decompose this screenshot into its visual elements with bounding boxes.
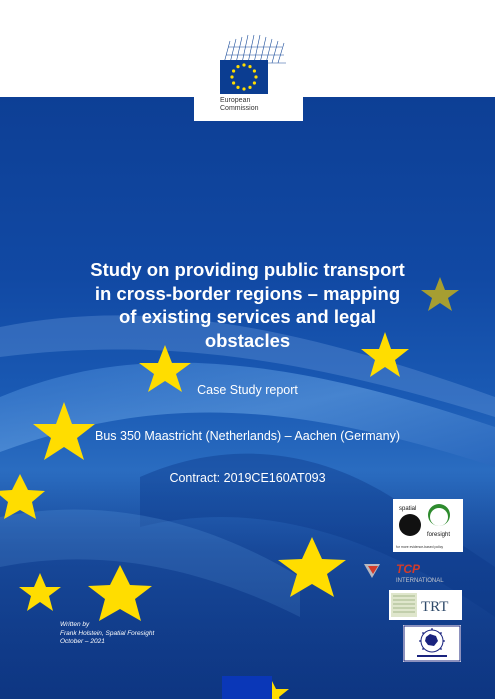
bottom-blue-tab <box>222 676 272 699</box>
sf-word-foresight: foresight <box>427 532 451 538</box>
trt-logo <box>389 590 462 620</box>
title-line-4: obstacles <box>204 329 291 351</box>
contract-number: Contract: 2019CE160AT093 <box>169 471 326 485</box>
publication-date: October – 2021 <box>60 638 105 645</box>
sf-word-spatial: spatial <box>399 506 417 512</box>
europe-map-emblem-icon <box>403 625 461 662</box>
european-commission-logo <box>194 33 303 121</box>
logo-line-1: European <box>220 97 251 104</box>
spatial-foresight-logo <box>393 499 463 552</box>
european-commission-wordmark <box>220 97 259 113</box>
trt-name: TRT <box>421 599 449 615</box>
logo-line-2: Commission <box>220 105 259 112</box>
case-route: Bus 350 Maastricht (Netherlands) – Aachen (Germany) <box>95 429 400 443</box>
title-line-3: of existing services and legal <box>118 306 377 327</box>
spatial-foresight-icon <box>393 499 463 552</box>
tcp-sub: INTERNATIONAL <box>396 578 444 584</box>
author-name: Frank Holstein, Spatial Foresight <box>60 629 155 637</box>
written-by-label: Written by <box>60 621 90 628</box>
title-line-2: in cross-border regions – mapping <box>94 282 401 304</box>
tcp-international-logo <box>362 560 464 586</box>
tcp-name: TCP <box>396 562 420 576</box>
eu-flag-icon <box>220 60 268 94</box>
partner-emblem-logo <box>403 625 461 662</box>
title-line-1: Study on providing public transport <box>90 259 405 280</box>
report-title <box>40 258 455 352</box>
report-type: Case Study report <box>197 383 298 397</box>
sf-tagline: for more evidence-based policy <box>396 545 444 549</box>
trt-icon <box>389 590 462 620</box>
tcp-international-icon <box>362 560 464 586</box>
authorship-block <box>60 621 154 647</box>
